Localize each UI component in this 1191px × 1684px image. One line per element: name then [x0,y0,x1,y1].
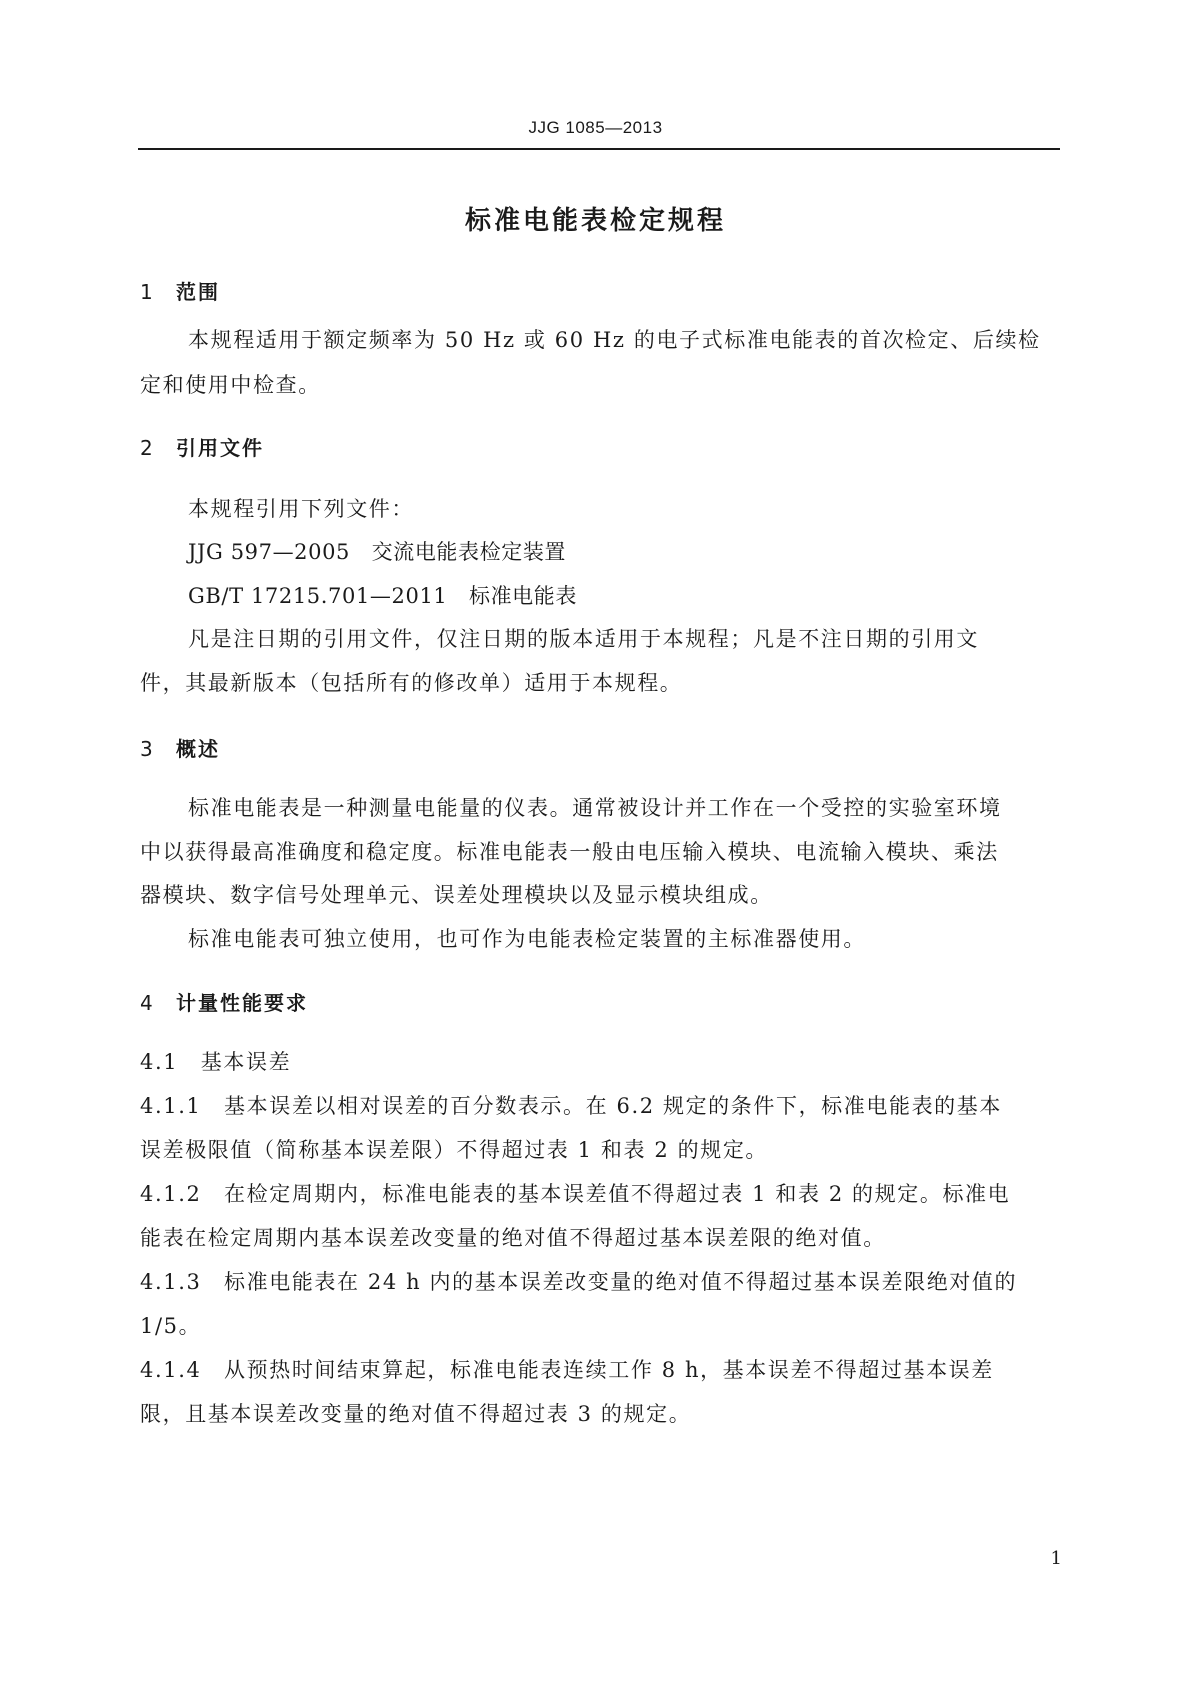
paragraph-line: 标准电能表是一种测量电能量的仪表。通常被设计并工作在一个受控的实验室环境 [188,796,1002,820]
clause-line: 能表在检定周期内基本误差改变量的绝对值不得超过基本误差限的绝对值。 [140,1226,886,1250]
clause-line: 4.1.4 从预热时间结束算起，标准电能表连续工作 8 h，基本误差不得超过基本误差 [140,1358,994,1382]
document-title: 标准电能表检定规程 [464,206,726,236]
section-2-heading [140,432,264,461]
paragraph-line: 标准电能表可独立使用，也可作为电能表检定装置的主标准器使用。 [188,927,866,951]
section-title: 范围 [176,280,220,304]
page-number: 1 [1050,1548,1062,1569]
clause-line: 1/5。 [140,1314,202,1338]
section-number: 4 [140,991,155,1015]
clause-line: 4.1.1 基本误差以相对误差的百分数表示。在 6.2 规定的条件下，标准电能表的基本 [140,1094,1002,1118]
section-number: 2 [140,436,155,460]
paragraph-line: 本规程引用下列文件： [188,497,414,521]
section-4-heading [140,987,308,1016]
section-number: 1 [140,280,155,304]
section-number: 3 [140,737,155,761]
reference-item: GB/T 17215.701—2011 标准电能表 [188,584,577,608]
paragraph-line: 器模块、数字信号处理单元、误差处理模块以及显示模块组成。 [140,883,773,907]
clause-line: 4.1.3 标准电能表在 24 h 内的基本误差改变量的绝对值不得超过基本误差限绝对值的 [140,1270,1018,1294]
standard-code-header: JJG 1085—2013 [528,118,663,137]
section-title: 概述 [176,737,220,761]
section-3-heading [140,733,220,762]
subsection-heading: 4.1 基本误差 [140,1050,292,1074]
reference-item: JJG 597—2005 交流电能表检定装置 [188,540,567,564]
paragraph-line: 件，其最新版本（包括所有的修改单）适用于本规程。 [140,671,683,695]
clause-line: 4.1.2 在检定周期内，标准电能表的基本误差值不得超过表 1 和表 2 的规定。标准电 [140,1182,1011,1206]
paragraph-line: 中以获得最高准确度和稳定度。标准电能表一般由电压输入模块、电流输入模块、乘法 [140,840,999,864]
section-title: 计量性能要求 [176,991,308,1015]
section-1-heading [140,276,220,305]
clause-line: 误差极限值（简称基本误差限）不得超过表 1 和表 2 的规定。 [140,1138,769,1162]
clause-line: 限，且基本误差改变量的绝对值不得超过表 3 的规定。 [140,1402,692,1426]
paragraph-line: 本规程适用于额定频率为 50 Hz 或 60 Hz 的电子式标准电能表的首次检定、后续检 [188,328,1041,352]
paragraph-line: 定和使用中检查。 [140,373,321,397]
header-divider [138,148,1060,150]
section-title: 引用文件 [176,436,264,460]
paragraph-line: 凡是注日期的引用文件，仅注日期的版本适用于本规程；凡是不注日期的引用文 [188,627,979,651]
